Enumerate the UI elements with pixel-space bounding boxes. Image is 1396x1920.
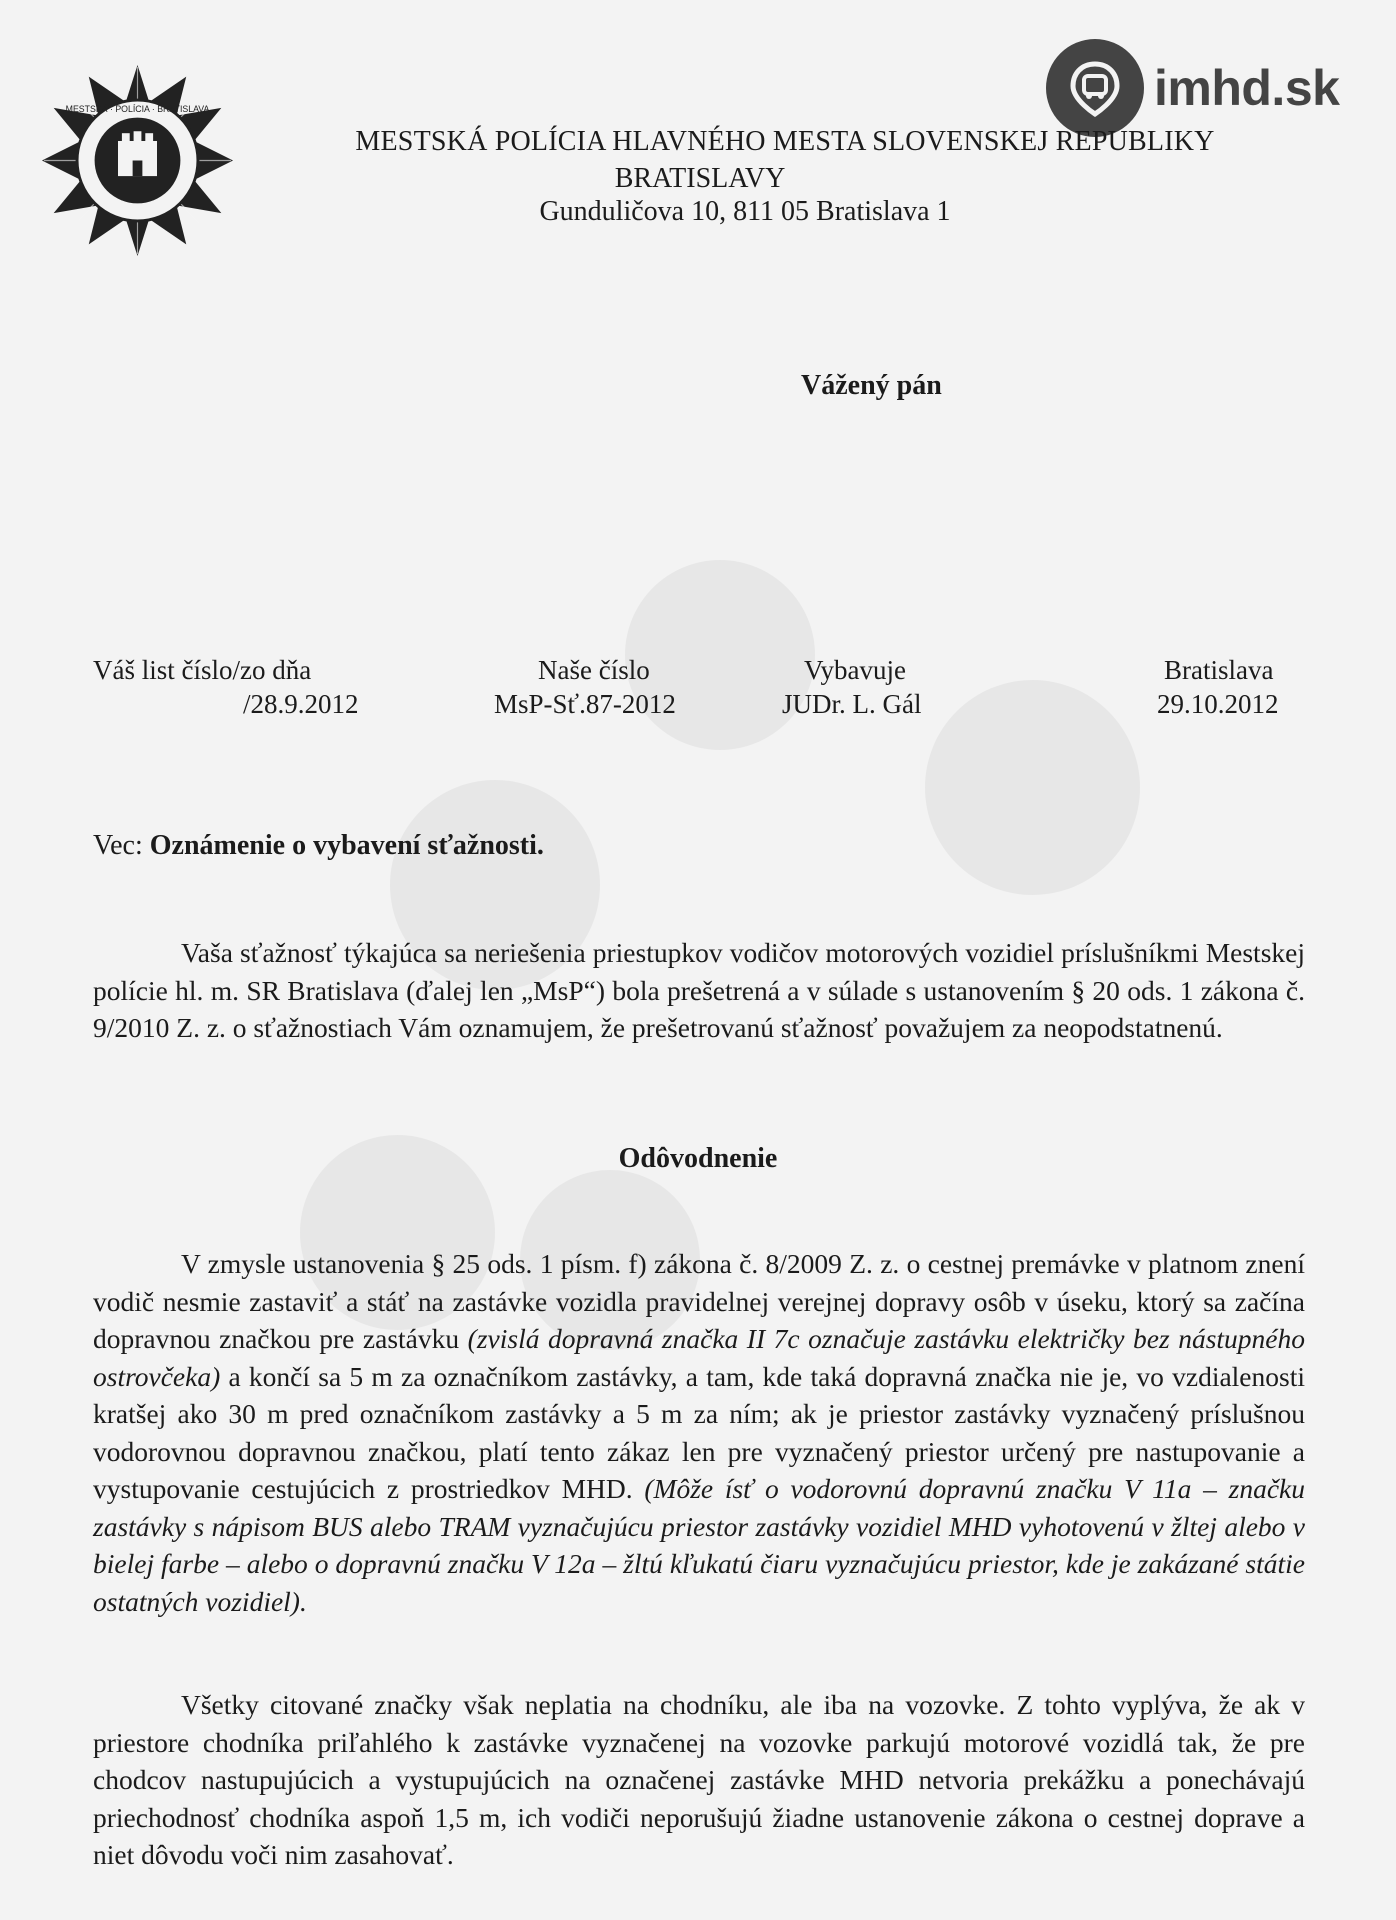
header-address: Gunduličova 10, 811 05 Bratislava 1 bbox=[539, 196, 951, 227]
header-city: BRATISLAVY bbox=[614, 163, 786, 194]
meta-handled-by-label: Vybavuje bbox=[804, 655, 906, 685]
meta-date-value: 29.10.2012 bbox=[1157, 689, 1279, 719]
paragraph-legal-italic-1: (zvislá dopravná značka II 7c označuje zastávku električky bez nástupného ostrovčeka) bbox=[93, 1323, 1305, 1392]
paragraph-complaint-text: Vaša sťažnosť týkajúca sa neriešenia priestupkov vodičov motorových vozidiel príslušníkmi Mestskej polície hl. m. SR Bratislava (ďalej len „MsP“) bola prešetrená a v súlade s ustanovením § 20 ods. 1 zákona č. 9/2010 Z. z. o sťažnostiach Vám oznamujem, že prešetrovanú sťažnosť považujem za neopodstatnenú. bbox=[93, 937, 1305, 1043]
meta-handled-by-value: JUDr. L. Gál bbox=[782, 689, 922, 719]
badge-ring-text: MESTSKÁ · POLÍCIA · BRATISLAVA bbox=[65, 103, 210, 114]
meta-our-number-label: Naše číslo bbox=[538, 655, 650, 685]
meta-your-letter-label: Váš list číslo/zo dňa bbox=[93, 655, 312, 685]
paragraph-conclusion bbox=[93, 1686, 1305, 1874]
bus-pin-icon bbox=[1046, 39, 1144, 137]
paragraph-legal-basis bbox=[93, 1245, 1305, 1620]
greeting: Vážený pán bbox=[801, 370, 942, 401]
paragraph-legal-text-2: a končí sa 5 m za označníkom zastávky, a tam, kde taká dopravná značka nie je, vo vzdialenosti kratšej ako 30 m pred označníkom zastávky a 5 m za ním; ak je priestor zastávky vyznačený príslušnou vodorovnou dopravnou značkou, platí tento zákaz len pre vyznačený priestor určený pre nastupovanie a vystupovanie cestujúcich z prostriedkov MHD. bbox=[93, 1360, 1305, 1504]
police-badge-logo bbox=[40, 63, 235, 258]
section-title-justification: Odôvodnenie bbox=[618, 1143, 778, 1174]
meta-your-letter bbox=[93, 653, 359, 721]
paragraph-legal-text-1: V zmysle ustanovenia § 25 ods. 1 písm. f) zákona č. 8/2009 Z. z. o cestnej premávke v platnom znení vodič nesmie zastaviť a stáť na zastávke vozidla pravidelnej verejnej dopravy osôb v úseku, ktorý sa začína dopravnou značkou pre zastávku bbox=[93, 1248, 1305, 1354]
paragraph-conclusion-text: Všetky citované značky však neplatia na chodníku, ale iba na vozovke. Z tohto vyplýva, že ak v priestore chodníka priľahlého k zastávke vyznačenej na vozovke parkujú motorové vozidlá tak, že pre chodcov nastupujúcich a vystupujúcich na označenej zastávke MHD netvoria prekážku a ponechávajú priechodnosť chodníka aspoň 1,5 m, ich vodiči neporušujú žiadne ustanovenie zákona o cestnej doprave a niet dôvodu voči nim zasahovať. bbox=[93, 1689, 1305, 1870]
meta-place-label: Bratislava bbox=[1164, 655, 1274, 685]
meta-your-letter-value: /28.9.2012 bbox=[243, 689, 359, 719]
imhd-brand-logo bbox=[1046, 38, 1339, 138]
meta-our-number-value: MsP-Sť.87-2012 bbox=[494, 689, 676, 719]
meta-our-number bbox=[494, 653, 676, 721]
subject-text: Oznámenie o vybavení sťažnosti. bbox=[149, 830, 544, 861]
paragraph-legal-italic-2: (Môže ísť o vodorovnú dopravnú značku V 11a – značku zastávky s nápisom BUS alebo TRAM vyznačujúcu priestor zastávky vozidiel MHD vyhotovenú v žltej alebo v bielej farbe – alebo o dopravnú značku V 12a – žltú kľukatú čiaru vyznačujúcu priestor, kde je zakázané státie ostatných vozidiel). bbox=[93, 1473, 1305, 1617]
watermark-ghost bbox=[925, 680, 1140, 895]
subject-line bbox=[93, 830, 544, 862]
subject-prefix: Vec: bbox=[93, 830, 143, 861]
meta-date bbox=[1157, 653, 1279, 721]
paragraph-complaint bbox=[93, 934, 1305, 1047]
brand-name: imhd.sk bbox=[1154, 60, 1340, 116]
meta-handled-by bbox=[782, 653, 921, 721]
header-institution: MESTSKÁ POLÍCIA HLAVNÉHO MESTA SLOVENSKEJ REPUBLIKY bbox=[355, 126, 1215, 157]
